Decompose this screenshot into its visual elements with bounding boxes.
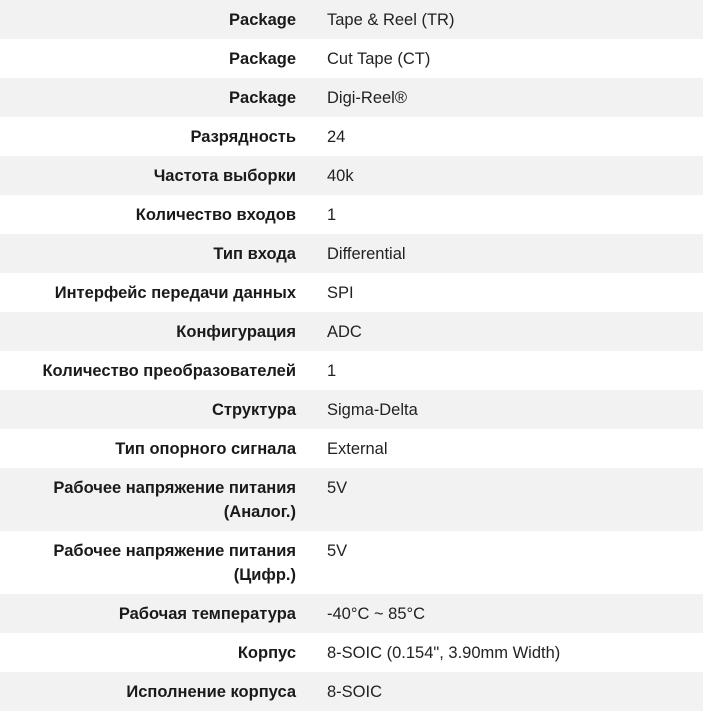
spec-row-package-digi-reel xyxy=(0,78,703,117)
spec-value: 8-SOIC (0.154", 3.90mm Width) xyxy=(327,643,561,662)
spec-value: 24 xyxy=(327,127,346,146)
spec-row-input-count xyxy=(0,195,703,234)
spec-label: Package xyxy=(229,88,296,107)
spec-label: Частота выборки xyxy=(153,166,296,185)
spec-label: Рабочее напряжение питания (Цифр.) xyxy=(53,542,296,584)
spec-label: Тип входа xyxy=(213,244,296,263)
spec-row-package-ct xyxy=(0,39,703,78)
spec-label: Рабочее напряжение питания (Аналог.) xyxy=(53,479,296,521)
spec-label: Исполнение корпуса xyxy=(126,682,296,701)
spec-value: -40°C ~ 85°C xyxy=(327,604,426,623)
spec-value: Tape & Reel (TR) xyxy=(327,10,455,29)
spec-row-operating-temperature xyxy=(0,594,703,633)
spec-label: Корпус xyxy=(237,643,296,662)
spec-row-configuration xyxy=(0,312,703,351)
spec-value: 5V xyxy=(327,479,348,497)
spec-row-architecture xyxy=(0,390,703,429)
spec-value: ADC xyxy=(327,322,362,341)
spec-value: 8-SOIC xyxy=(327,682,383,701)
spec-value: 40k xyxy=(327,166,354,185)
spec-label: Package xyxy=(229,49,296,68)
spec-label: Тип опорного сигнала xyxy=(115,439,296,458)
spec-row-converter-count xyxy=(0,351,703,390)
spec-row-resolution xyxy=(0,117,703,156)
spec-row-data-interface xyxy=(0,273,703,312)
spec-value: External xyxy=(327,439,388,458)
spec-row-package-tr xyxy=(0,0,703,39)
spec-value: 1 xyxy=(327,205,337,224)
spec-value: Sigma-Delta xyxy=(327,400,418,419)
spec-row-supply-voltage-analog xyxy=(0,468,703,531)
spec-row-supply-voltage-digital xyxy=(0,531,703,594)
spec-row-package-case xyxy=(0,633,703,672)
spec-label: Конфигурация xyxy=(176,322,296,341)
spec-label: Рабочая температура xyxy=(118,604,296,623)
spec-value: Digi-Reel® xyxy=(327,88,408,107)
spec-label: Package xyxy=(229,10,296,29)
spec-row-reference-type xyxy=(0,429,703,468)
spec-row-input-type xyxy=(0,234,703,273)
spec-label: Разрядность xyxy=(190,127,296,146)
spec-value: Cut Tape (CT) xyxy=(327,49,431,68)
spec-value: Differential xyxy=(327,244,406,263)
spec-value: SPI xyxy=(327,283,354,302)
spec-value: 5V xyxy=(327,542,348,560)
spec-row-sampling-rate xyxy=(0,156,703,195)
spec-value: 1 xyxy=(327,361,337,380)
spec-label: Количество входов xyxy=(135,205,296,224)
spec-row-supplier-device-package xyxy=(0,672,703,711)
spec-label: Структура xyxy=(212,400,296,419)
spec-label: Количество преобразователей xyxy=(42,361,296,380)
spec-label: Интерфейс передачи данных xyxy=(54,283,296,302)
